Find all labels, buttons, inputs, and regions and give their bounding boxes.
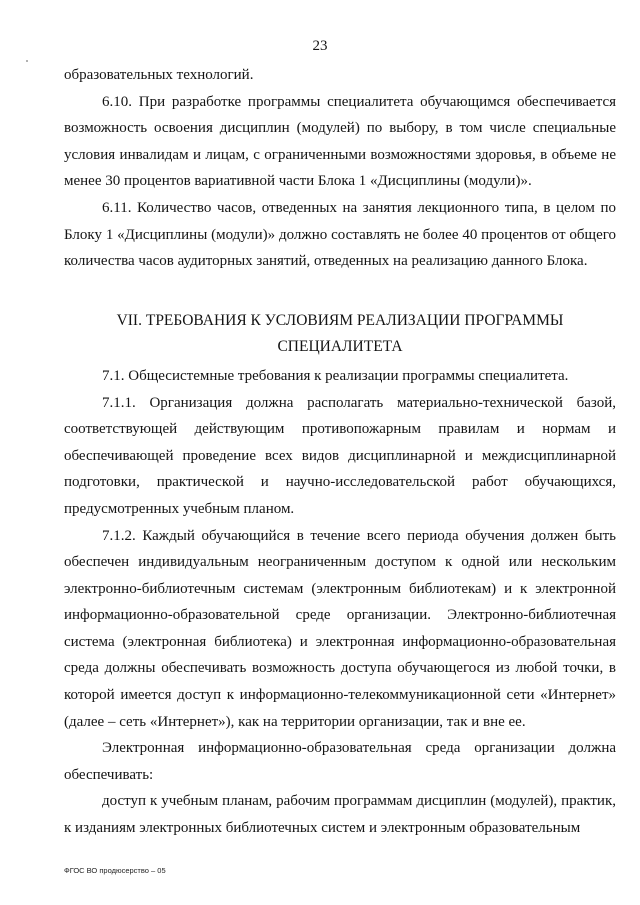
paragraph-p-6-11: 6.11. Количество часов, отведенных на занятия лекционного типа, в целом по Блоку 1 «Дисциплины (модули)» должно составлять не более 40 процентов от общего количества часов аудиторных занятий, отведенных на реализацию данного Блока. [64,199,616,270]
paragraph-p-continuation: образовательных технологий. [64,67,254,83]
section-heading-line-1: VII. ТРЕБОВАНИЯ К УСЛОВИЯМ РЕАЛИЗАЦИИ ПРОГРАММЫ [116,311,564,329]
paragraphs-before-section [64,62,616,275]
paragraph-p-7-1-1: 7.1.1. Организация должна располагать материально-технической базой, соответствующей действующим противопожарным правилам и нормам и обеспечивающей проведение всех видов дисциплинарной и междисциплинарной подготовки, практической и научно-исследовательской работ обучающихся, предусмотренных учебным планом. [64,394,616,517]
paragraph-p-7-1: 7.1. Общесистемные требования к реализации программы специалитета. [102,367,569,384]
paragraph-p-6-10: 6.10. При разработке программы специалитета обучающимся обеспечивается возможность освоения дисциплин (модулей) по выбору, в том числе специальные условия инвалидам и лицам, с ограниченными возможностями здоровья, в объеме не менее 30 процентов вариативной части Блока 1 «Дисциплины (модули)». [64,93,616,190]
scan-speck [26,60,28,62]
page-content [64,62,616,842]
section-heading [64,308,616,361]
paragraph-p-7-1-2: 7.1.2. Каждый обучающийся в течение всего периода обучения должен быть обеспечен индивидуальным неограниченным доступом к одной или нескольким электронно-библиотечным системам (электронным библиотекам) и к электронной информационно-образовательной среде организации. Электронно-библиотечная система (электронная библиотека) и электронная информационно-образовательная среда должны обеспечивать возможность доступа обучающегося из любой точки, в которой имеется доступ к информационно-телекоммуникационной сети «Интернет» (далее – сеть «Интернет»), как на территории организации, так и вне ее. [64,527,616,730]
section-heading-line-2: СПЕЦИАЛИТЕТА [277,338,403,356]
footer-note: ФГОС ВО продюсерство – 05 [64,866,166,875]
paragraph-p-access: доступ к учебным планам, рабочим программам дисциплин (модулей), практик, к изданиям электронных библиотечных систем и электронным образовательным [64,793,616,837]
paragraphs-after-section [64,363,616,842]
paragraph-p-eios: Электронная информационно-образовательная среда организации должна обеспечивать: [64,740,616,783]
page-number: 23 [312,38,328,54]
